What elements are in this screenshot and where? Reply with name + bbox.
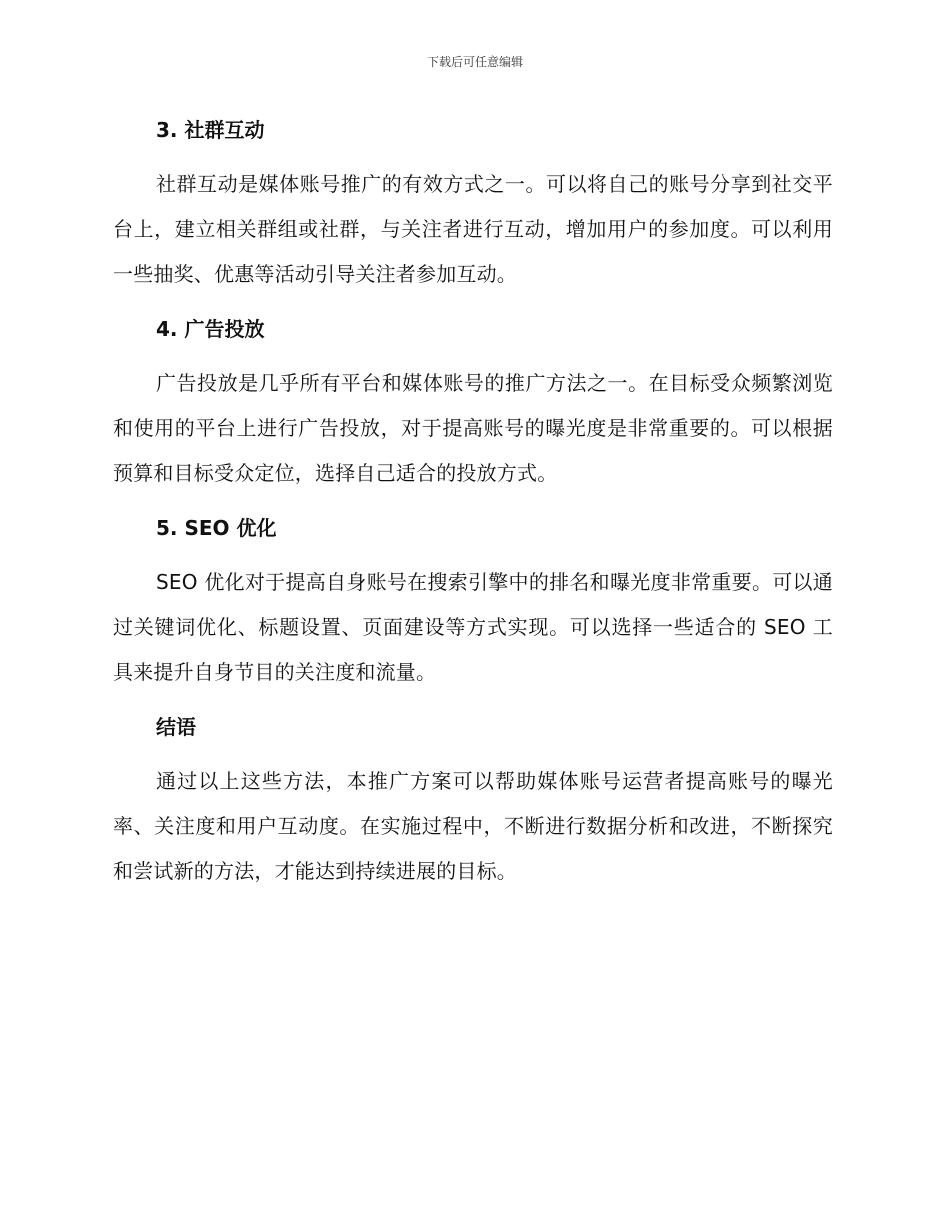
section-body-seo: SEO 优化对于提高自身账号在搜索引擎中的排名和曝光度非常重要。可以通过关键词优化、标题设置、页面建设等方式实现。可以选择一些适合的 SEO 工具来提升自身节目的关注度和流量。 [113,570,833,684]
section-body-advertising: 广告投放是几乎所有平台和媒体账号的推广方法之一。在目标受众频繁浏览和使用的平台上进行广告投放，对于提高账号的曝光度是非常重要的。可以根据预算和目标受众定位，选择自己适合的投放方式。 [113,371,833,485]
section-heading-seo: 5. SEO 优化 [156,516,277,540]
section-heading-conclusion: 结语 [156,715,196,739]
section-body-social-interaction: 社群互动是媒体账号推广的有效方式之一。可以将自己的账号分享到社交平台上，建立相关群组或社群，与关注者进行互动，增加用户的参加度。可以利用一些抽奖、优惠等活动引导关注者参加互动。 [113,172,833,286]
section-heading-social-interaction: 3. 社群互动 [156,118,265,142]
section-body-conclusion: 通过以上这些方法，本推广方案可以帮助媒体账号运营者提高账号的曝光率、关注度和用户互动度。在实施过程中，不断进行数据分析和改进，不断探究和尝试新的方法，才能达到持续进展的目标。 [113,769,833,883]
document-body [113,110,833,906]
section-heading-advertising: 4. 广告投放 [156,317,265,341]
page-header-note: 下载后可任意编辑 [426,55,523,69]
